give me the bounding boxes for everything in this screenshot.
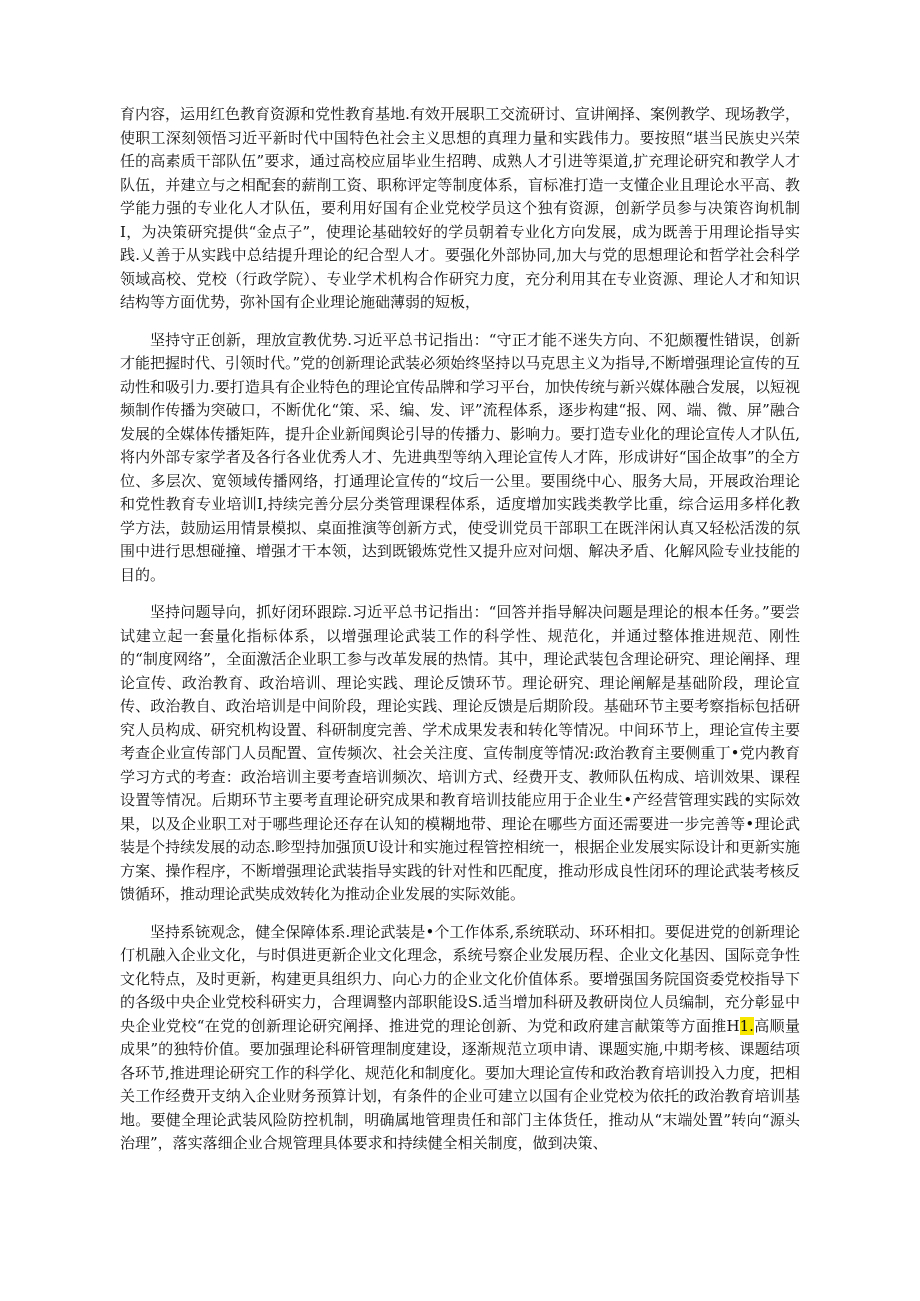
paragraph-text-after-highlight: 高顺量成果”的独特价值。要加强理论科研管理制度建设，逐渐规范立项申请、课题实施,中期考核、课题结项各环节,推进理论研究工作的科学化、规范化和制度化。要加大理论宣传和政治教育培训投入力度，把相关工作经费开支纳入企业财务预算计划，有条件的企业可建立以国有企业党校为依托的政治教育培训基地。要健全理论武装风险防控机制，明确属地管理贵任和部门主体货任，推动从“末端处置”转向“源头治理”，落实落细企业合规管理具体要求和持续健全相关制度，做到决策、	[120, 1016, 800, 1152]
paragraph-problem-orientation: 坚持问题导向，抓好闭环跟踪.习近平总书记指出：“回答并指导解决问题是理论的根本任务。”要尝试建立起一套量化指标体系，以增强理论武装工作的科学性、规范化，并通过整体推进规范、刚性的“制度网络”，全面激活企业职工参与改革发展的热情。其中，理论武装包含理论研究、理论阐择、理论宣传、政治教育、政治培训、理论实践、理论反馈环节。理论研究、理论阐解是基础阶段，理论宣传、政治教自、政治培训是中间阶段，理论实践、理论反馈是后期阶段。基础环节主要考察指标包括研究人员构成、研究机构设置、科研制度完善、学术成果发表和转化等情况。中间环节上，理论宣传主要考查企业宣传部门人员配置、宣传频次、社会关注度、宣传制度等情况:政治教育主要侧重丁•党内教育学习方式的考查：政治培训主要考查培训频次、培训方式、经费开支、教师队伍构成、培训效果、课程设置等情况。后期环节主要考直理论研究成果和教育培训技能应用于企业生•产经营管理实践的实际效果，以及企业职工对于哪些理论还存在认知的模糊地带、理论在哪些方面还需要进一步完善等•理论武装是个持续发展的动态.畛型持加强顶U设计和实施过程管控相统一，根据企业发展实际设计和更新实施方案、操作程序，不断增强理论武装指导实践的针对性和匹配度，推动形成良性闭环的理论武装考核反馈循环，推动理论武奘成效转化为推动企业发展的实际效能。	[120, 603, 800, 903]
paragraph-systems-concept	[120, 921, 800, 1156]
highlighted-text: 1.	[739, 1016, 754, 1035]
paragraph-innovation: 坚持守正创新，理放宣教优势.习近平总书记指出：“守正才能不迷失方向、不犯颇覆性错误，创新才能把握时代、引领时代。”党的创新理论武装必须始终坚持以马克思主义为指导,不断增强理论宣传的互动性和吸引力.要打造具有企业特色的理论宜传品牌和学习平台，加快传统与新兴媒体融合发展，以短视频制作传播为突破口，不断优化“策、采、编、发、评”流程体系，逐步构建“报、网、端、微、屏”融合发展的全媒体传播矩阵，提升企业新闻舆论引导的传播力、影响力。要打造专业化的理论宣传人才队伍,将内外部专家学者及各行各业优秀人才、先进典型等纳入理论宣传人才阵，形成讲好“国企故事”的全方位、多层次、宽领域传播网络，打通理论宣传的“坟后一公里。要围绕中心、服务大局，开展政治理论和党性教育专业培训I,持续完善分层分类管理课程体系，适度增加实践类教学比重，综合运用多样化教学方法，鼓励运用情景模拟、桌面推演等创新方式，使受训党员干部职工在既泮闲认真又轻松活泼的氛围中进行思想碰撞、增强才干本领，达到既锻炼党性又提升应对问烟、解决矛盾、化解风险专业技能的目的。	[120, 330, 800, 584]
paragraph-continuation: 育内容，运用红色教育资源和党性教育基地.有效开展职工交流研讨、宣讲阐择、案例教学、现场教学，使职工深刻领悟习近平新时代中国特色社会主义思想的真理力量和实践伟力。要按照“堪当民族史兴荣任的高素质干部队伍”要求，通过高校应届毕业生招聘、成熟人才引进等渠道,扩充理论研究和教学人才队伍，并建立与之相配套的薪削工资、职称评定等制度体系，盲标准打造一支懂企业且理论水平高、教学能力强的专业化人才队伍，要利用好国有企业党校学员这个独有资源，创新学员参与决策咨询机制I，为决策研究提供“金点子”，使理论基础较好的学员朝着专业化方向发展，成为既善于用理论指导实践.乂善于从实践中总结提升理论的纪合型人才。要强化外部协同,加大与党的思想理论和哲学社会科学领域高校、党校（行政学院）、专业学术机构合作研究力度，充分利用其在专业资源、理论人才和知识结构等方面优势，弥补国有企业理论施础薄弱的短板，	[120, 105, 800, 311]
paragraph-text-before-highlight: 坚持系铳观念，健全保障体系.理论武装是•个工作体系,系统联动、环环相扣。要促进党的创新理论仃机融入企业文化，与时俱进更新企业文化理念，系统号察企业发展历程、企业文化基因、国际竞争性文化特点，及时更新，构建更具组织力、向心力的企业文化价值体系。要增强国务院国资委党校指导下的各级中央企业党校科研实力，合理调整内部职能设S.适当增加科研及教研岗位人员编制，充分彰显中央企业党校“在党的创新理论研究阐择、推进党的理论创新、为党和政府建言献策等方面推H	[120, 922, 800, 1035]
